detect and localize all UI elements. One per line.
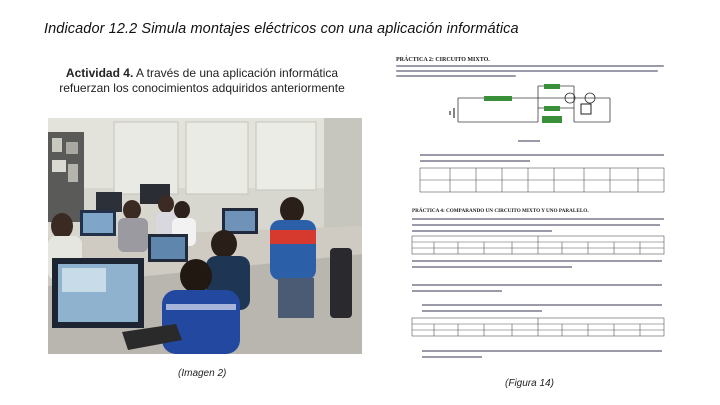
- activity-label: Actividad 4.: [65, 66, 134, 80]
- activity-description: [52, 66, 352, 96]
- activity-text: A través de una aplicación informática refuerzan los conocimientos adquiridos anteriormente: [59, 66, 345, 95]
- comparison-table: [412, 236, 664, 254]
- figure-caption: (Figura 14): [505, 378, 554, 389]
- comparison-table-2: [412, 318, 664, 336]
- classroom-photo-illustration: [48, 118, 362, 354]
- classroom-photo: [48, 118, 362, 354]
- resistor-icon: [544, 106, 560, 111]
- practice-section-title: PRÁCTICA 4: COMPARANDO UN CIRCUITO MIXTO Y UNO PARALELO.: [412, 208, 589, 214]
- worksheet-figure: [388, 52, 674, 364]
- resistor-icon: [484, 96, 512, 101]
- resistor-icon: [544, 84, 560, 89]
- slide-title: Indicador 12.2 Simula montajes eléctricos con una aplicación informática: [44, 21, 519, 37]
- resistor-icon: [542, 116, 562, 123]
- photo-caption: (Imagen 2): [178, 368, 227, 379]
- battery-icon: [581, 104, 591, 114]
- results-table: [420, 168, 664, 192]
- practice-title: PRÁCTICA 2: CIRCUITO MIXTO.: [396, 57, 490, 63]
